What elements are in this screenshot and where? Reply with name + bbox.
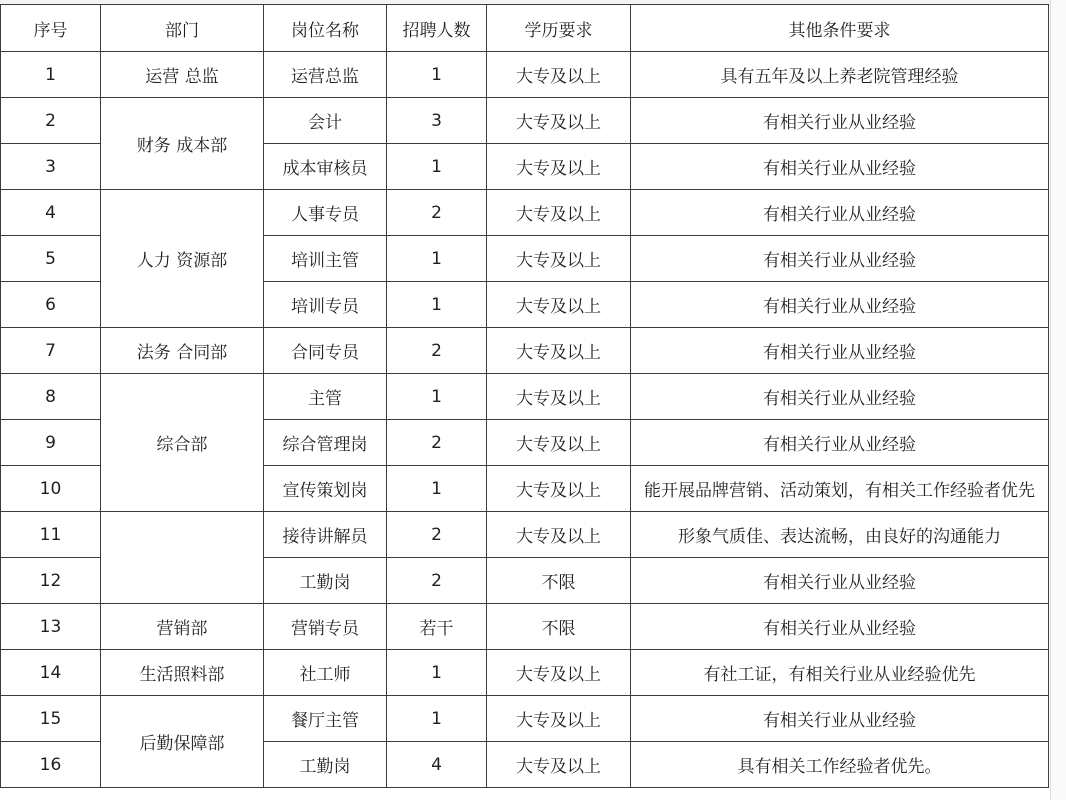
cell-index[interactable]: 6	[1, 282, 101, 328]
cell-position[interactable]: 餐厅主管	[264, 696, 387, 742]
cell-headcount[interactable]: 1	[387, 374, 487, 420]
cell-department[interactable]: 生活照料部	[101, 650, 264, 696]
cell-education[interactable]: 大专及以上	[487, 420, 631, 466]
cell-headcount[interactable]: 1	[387, 282, 487, 328]
header-position[interactable]: 岗位名称	[264, 5, 387, 52]
cell-education[interactable]: 大专及以上	[487, 742, 631, 788]
cell-requirements[interactable]: 具有相关工作经验者优先。	[631, 742, 1049, 788]
cell-education[interactable]: 大专及以上	[487, 236, 631, 282]
cell-position[interactable]: 成本审核员	[264, 144, 387, 190]
cell-headcount[interactable]: 1	[387, 236, 487, 282]
cell-index[interactable]: 7	[1, 328, 101, 374]
table-row	[1, 52, 1049, 98]
table-row	[1, 374, 1049, 420]
cell-index[interactable]: 11	[1, 512, 101, 558]
cell-position[interactable]: 人事专员	[264, 190, 387, 236]
cell-headcount[interactable]: 2	[387, 328, 487, 374]
cell-requirements[interactable]: 有相关行业从业经验	[631, 190, 1049, 236]
cell-position[interactable]: 接待讲解员	[264, 512, 387, 558]
cell-position[interactable]: 培训主管	[264, 236, 387, 282]
cell-index[interactable]: 16	[1, 742, 101, 788]
cell-department[interactable]: 法务 合同部	[101, 328, 264, 374]
cell-requirements[interactable]: 形象气质佳、表达流畅，由良好的沟通能力	[631, 512, 1049, 558]
header-headcount[interactable]: 招聘人数	[387, 5, 487, 52]
cell-requirements[interactable]: 能开展品牌营销、活动策划，有相关工作经验者优先	[631, 466, 1049, 512]
cell-index[interactable]: 4	[1, 190, 101, 236]
cell-index[interactable]: 14	[1, 650, 101, 696]
cell-education[interactable]: 大专及以上	[487, 98, 631, 144]
cell-headcount[interactable]: 若干	[387, 604, 487, 650]
cell-department[interactable]: 人力 资源部	[101, 190, 264, 328]
right-border-line	[1050, 0, 1051, 800]
cell-requirements[interactable]: 有相关行业从业经验	[631, 236, 1049, 282]
cell-position[interactable]: 培训专员	[264, 282, 387, 328]
cell-education[interactable]: 大专及以上	[487, 282, 631, 328]
cell-requirements[interactable]: 有相关行业从业经验	[631, 420, 1049, 466]
cell-index[interactable]: 1	[1, 52, 101, 98]
cell-education[interactable]: 大专及以上	[487, 328, 631, 374]
cell-headcount[interactable]: 3	[387, 98, 487, 144]
cell-requirements[interactable]: 有相关行业从业经验	[631, 282, 1049, 328]
cell-position[interactable]: 综合管理岗	[264, 420, 387, 466]
cell-position[interactable]: 会计	[264, 98, 387, 144]
cell-education[interactable]: 大专及以上	[487, 52, 631, 98]
cell-education[interactable]: 大专及以上	[487, 696, 631, 742]
cell-education[interactable]: 大专及以上	[487, 374, 631, 420]
cell-department[interactable]	[101, 512, 264, 604]
cell-headcount[interactable]: 1	[387, 696, 487, 742]
cell-position[interactable]: 营销专员	[264, 604, 387, 650]
header-education[interactable]: 学历要求	[487, 5, 631, 52]
cell-position[interactable]: 运营总监	[264, 52, 387, 98]
cell-headcount[interactable]: 1	[387, 52, 487, 98]
table-row	[1, 328, 1049, 374]
cell-department[interactable]: 后勤保障部	[101, 696, 264, 788]
header-requirements[interactable]: 其他条件要求	[631, 5, 1049, 52]
table-row	[1, 604, 1049, 650]
cell-headcount[interactable]: 2	[387, 558, 487, 604]
cell-position[interactable]: 工勤岗	[264, 742, 387, 788]
cell-education[interactable]: 大专及以上	[487, 650, 631, 696]
table-row	[1, 650, 1049, 696]
cell-education[interactable]: 不限	[487, 604, 631, 650]
right-margin	[1050, 0, 1066, 800]
cell-index[interactable]: 8	[1, 374, 101, 420]
cell-headcount[interactable]: 2	[387, 420, 487, 466]
cell-requirements[interactable]: 有相关行业从业经验	[631, 328, 1049, 374]
table-row	[1, 512, 1049, 558]
cell-requirements[interactable]: 具有五年及以上养老院管理经验	[631, 52, 1049, 98]
cell-department[interactable]: 综合部	[101, 374, 264, 512]
cell-education[interactable]: 大专及以上	[487, 144, 631, 190]
header-department[interactable]: 部门	[101, 5, 264, 52]
cell-index[interactable]: 10	[1, 466, 101, 512]
cell-index[interactable]: 9	[1, 420, 101, 466]
cell-requirements[interactable]: 有相关行业从业经验	[631, 604, 1049, 650]
header-row	[1, 5, 1049, 52]
cell-department[interactable]: 运营 总监	[101, 52, 264, 98]
table-row	[1, 190, 1049, 236]
header-index[interactable]: 序号	[1, 5, 101, 52]
cell-index[interactable]: 13	[1, 604, 101, 650]
recruitment-table	[0, 4, 1049, 788]
cell-position[interactable]: 合同专员	[264, 328, 387, 374]
cell-requirements[interactable]: 有相关行业从业经验	[631, 144, 1049, 190]
cell-position[interactable]: 社工师	[264, 650, 387, 696]
cell-headcount[interactable]: 4	[387, 742, 487, 788]
cell-education[interactable]: 大专及以上	[487, 190, 631, 236]
cell-requirements[interactable]: 有社工证，有相关行业从业经验优先	[631, 650, 1049, 696]
cell-headcount[interactable]: 1	[387, 466, 487, 512]
cell-index[interactable]: 3	[1, 144, 101, 190]
cell-headcount[interactable]: 1	[387, 144, 487, 190]
cell-headcount[interactable]: 2	[387, 190, 487, 236]
cell-headcount[interactable]: 2	[387, 512, 487, 558]
cell-position[interactable]: 宣传策划岗	[264, 466, 387, 512]
cell-education[interactable]: 大专及以上	[487, 512, 631, 558]
table-row	[1, 696, 1049, 742]
cell-index[interactable]: 15	[1, 696, 101, 742]
cell-requirements[interactable]: 有相关行业从业经验	[631, 374, 1049, 420]
cell-headcount[interactable]: 1	[387, 650, 487, 696]
cell-department[interactable]: 财务 成本部	[101, 98, 264, 190]
cell-position[interactable]: 主管	[264, 374, 387, 420]
cell-education[interactable]: 不限	[487, 558, 631, 604]
cell-index[interactable]: 2	[1, 98, 101, 144]
cell-education[interactable]: 大专及以上	[487, 466, 631, 512]
cell-requirements[interactable]: 有相关行业从业经验	[631, 98, 1049, 144]
cell-index[interactable]: 5	[1, 236, 101, 282]
cell-index[interactable]: 12	[1, 558, 101, 604]
table-row	[1, 98, 1049, 144]
cell-requirements[interactable]: 有相关行业从业经验	[631, 558, 1049, 604]
cell-requirements[interactable]: 有相关行业从业经验	[631, 696, 1049, 742]
cell-position[interactable]: 工勤岗	[264, 558, 387, 604]
cell-department[interactable]: 营销部	[101, 604, 264, 650]
